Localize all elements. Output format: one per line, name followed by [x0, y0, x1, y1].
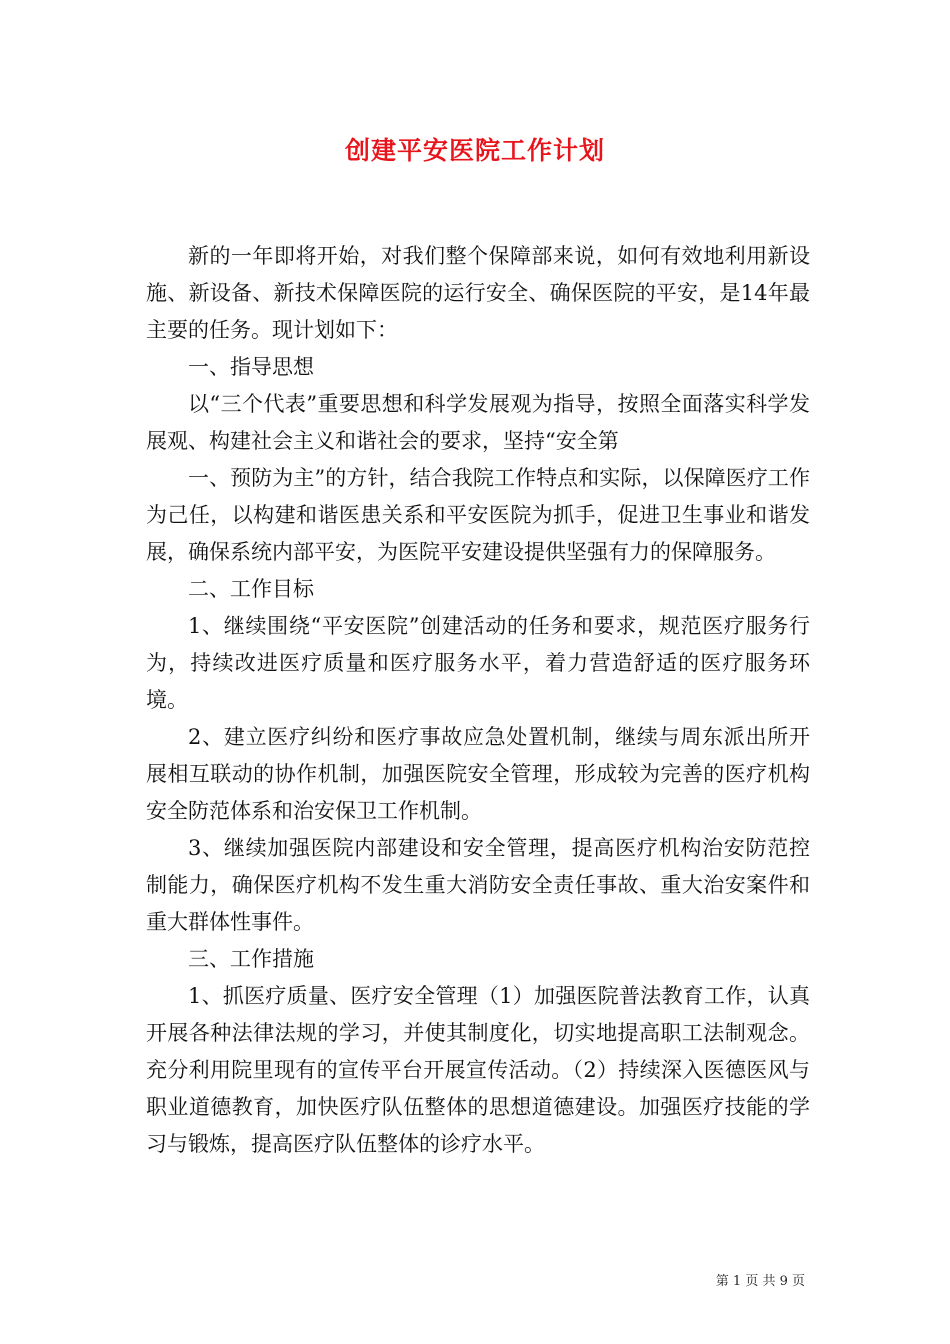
section-heading-work-goals: 二、工作目标 — [188, 577, 314, 601]
document-title: 创建平安医院工作计划 — [344, 136, 605, 165]
paragraph-guiding-ideology: 以“三个代表”重要思想和科学发展观为指导，按照全面落实科学发展观、构建社会主义和谐社会的要求，坚持“安全第 — [146, 392, 810, 453]
paragraph-measure-1: 1、抓医疗质量、医疗安全管理（1）加强医院普法教育工作，认真开展各种法律法规的学习，并使其制度化，切实地提高职工法制观念。充分利用院里现有的宣传平台开展宣传活动。（2）持续深入医德医风与职业道德教育，加快医疗队伍整体的思想道德建设。加强医疗技能的学习与锻炼，提高医疗队伍整体的诊疗水平。 — [146, 984, 810, 1156]
page-number: 第 1 页 共 9 页 — [715, 1274, 805, 1289]
paragraph-goal-2: 2、建立医疗纠纷和医疗事故应急处置机制，继续与周东派出所开展相互联动的协作机制，加强医院安全管理，形成较为完善的医疗机构安全防范体系和治安保卫工作机制。 — [146, 725, 810, 823]
section-heading-guiding-ideology: 一、指导思想 — [188, 355, 314, 379]
paragraph-guiding-ideology-continued: 一、预防为主”的方针，结合我院工作特点和实际，以保障医疗工作为己任，以构建和谐医患关系和平安医院为抓手，促进卫生事业和谐发展，确保系统内部平安，为医院平安建设提供坚强有力的保障服务。 — [146, 466, 810, 564]
paragraph-goal-3: 3、继续加强医院内部建设和安全管理，提高医疗机构治安防范控制能力，确保医疗机构不发生重大消防安全责任事故、重大治安案件和重大群体性事件。 — [146, 836, 810, 934]
document-body — [146, 238, 810, 1163]
paragraph-goal-1: 1、继续围绕“平安医院”创建活动的任务和要求，规范医疗服务行为，持续改进医疗质量和医疗服务水平，着力营造舒适的医疗服务环境。 — [146, 614, 810, 712]
section-heading-work-measures: 三、工作措施 — [188, 947, 314, 971]
paragraph-intro: 新的一年即将开始，对我们整个保障部来说，如何有效地利用新设施、新设备、新技术保障医院的运行安全、确保医院的平安，是14年最主要的任务。现计划如下： — [146, 244, 810, 342]
